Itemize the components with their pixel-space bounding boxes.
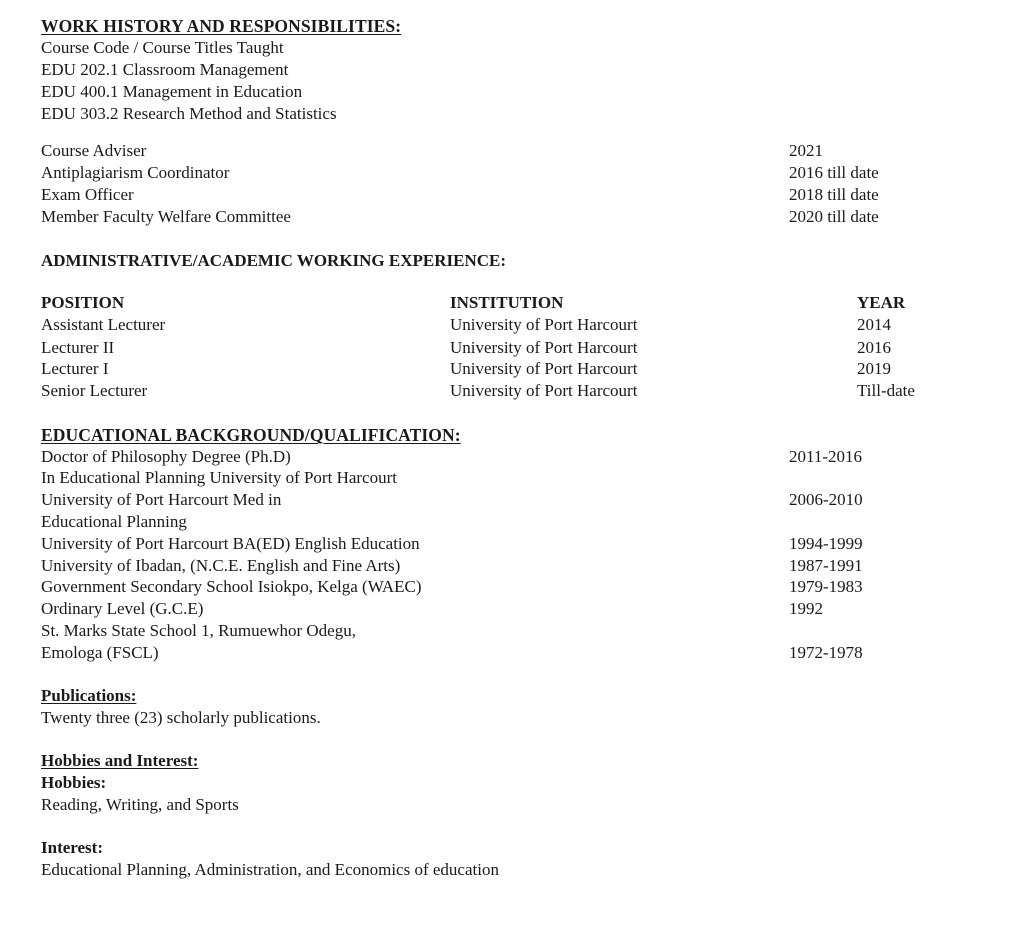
publications-heading: Publications: (41, 686, 137, 705)
experience-row (0, 381, 1024, 401)
hobbies-label: Hobbies: (41, 773, 107, 792)
publications-text: Twenty three (23) scholarly publications. (41, 708, 321, 727)
course-item: EDU 303.2 Research Method and Statistics (41, 104, 337, 123)
hobbies-text: Reading, Writing, and Sports (41, 795, 239, 814)
course-item: EDU 202.1 Classroom Management (41, 60, 289, 79)
role-period: 2021 (789, 141, 823, 160)
education-year: 1992 (789, 599, 823, 618)
institution-cell: University of Port Harcourt (450, 381, 638, 400)
role-title: Member Faculty Welfare Committee (41, 207, 291, 226)
education-text: University of Port Harcourt BA(ED) English Education (41, 534, 420, 553)
education-year: 1987-1991 (789, 556, 863, 575)
institution-cell: University of Port Harcourt (450, 359, 638, 378)
experience-header-row (0, 293, 1024, 313)
position-cell: Lecturer I (41, 359, 109, 378)
education-row (0, 599, 1024, 619)
education-row (0, 643, 1024, 663)
role-period: 2016 till date (789, 163, 879, 182)
position-cell: Assistant Lecturer (41, 315, 166, 334)
experience-heading: ADMINISTRATIVE/ACADEMIC WORKING EXPERIENCE: (41, 251, 507, 270)
education-year: 1994-1999 (789, 534, 863, 553)
year-cell: 2014 (857, 315, 891, 334)
education-text: University of Ibadan, (N.C.E. English and Fine Arts) (41, 556, 401, 575)
interest-text: Educational Planning, Administration, and Economics of education (41, 860, 499, 879)
experience-row (0, 359, 1024, 379)
work-history-heading: WORK HISTORY AND RESPONSIBILITIES: (41, 16, 402, 36)
role-title: Antiplagiarism Coordinator (41, 163, 230, 182)
education-row (0, 490, 1024, 510)
position-cell: Senior Lecturer (41, 381, 148, 400)
position-cell: Lecturer II (41, 338, 115, 357)
interest-label: Interest: (41, 838, 103, 857)
education-text: Government Secondary School Isiokpo, Kelga (WAEC) (41, 577, 422, 596)
education-row (0, 468, 1024, 488)
year-cell: 2019 (857, 359, 891, 378)
education-text: In Educational Planning University of Port Harcourt (41, 468, 397, 487)
role-row (0, 163, 1024, 183)
education-row (0, 534, 1024, 554)
year-cell: Till-date (857, 381, 915, 400)
experience-row (0, 338, 1024, 358)
education-text: Emologa (FSCL) (41, 643, 159, 662)
courses-label: Course Code / Course Titles Taught (41, 38, 284, 57)
role-period: 2020 till date (789, 207, 879, 226)
year-header: YEAR (857, 293, 906, 312)
education-text: Doctor of Philosophy Degree (Ph.D) (41, 447, 291, 466)
education-year: 1979-1983 (789, 577, 863, 596)
hobbies-interest-heading: Hobbies and Interest: (41, 751, 199, 770)
year-cell: 2016 (857, 338, 891, 357)
education-heading: EDUCATIONAL BACKGROUND/QUALIFICATION: (41, 425, 461, 445)
education-year: 2006-2010 (789, 490, 863, 509)
education-text: Ordinary Level (G.C.E) (41, 599, 204, 618)
education-year: 1972-1978 (789, 643, 863, 662)
education-row (0, 577, 1024, 597)
education-row (0, 512, 1024, 532)
education-row (0, 621, 1024, 641)
institution-header: INSTITUTION (450, 293, 564, 312)
role-title: Course Adviser (41, 141, 147, 160)
institution-cell: University of Port Harcourt (450, 338, 638, 357)
education-year: 2011-2016 (789, 447, 863, 466)
role-period: 2018 till date (789, 185, 879, 204)
education-row (0, 556, 1024, 576)
education-text: Educational Planning (41, 512, 187, 531)
institution-cell: University of Port Harcourt (450, 315, 638, 334)
education-text: St. Marks State School 1, Rumuewhor Odegu, (41, 621, 356, 640)
position-header: POSITION (41, 293, 125, 312)
experience-row (0, 315, 1024, 335)
role-row (0, 185, 1024, 205)
education-row (0, 447, 1024, 467)
role-row (0, 207, 1024, 227)
role-row (0, 141, 1024, 161)
course-item: EDU 400.1 Management in Education (41, 82, 303, 101)
role-title: Exam Officer (41, 185, 134, 204)
education-text: University of Port Harcourt Med in (41, 490, 282, 509)
